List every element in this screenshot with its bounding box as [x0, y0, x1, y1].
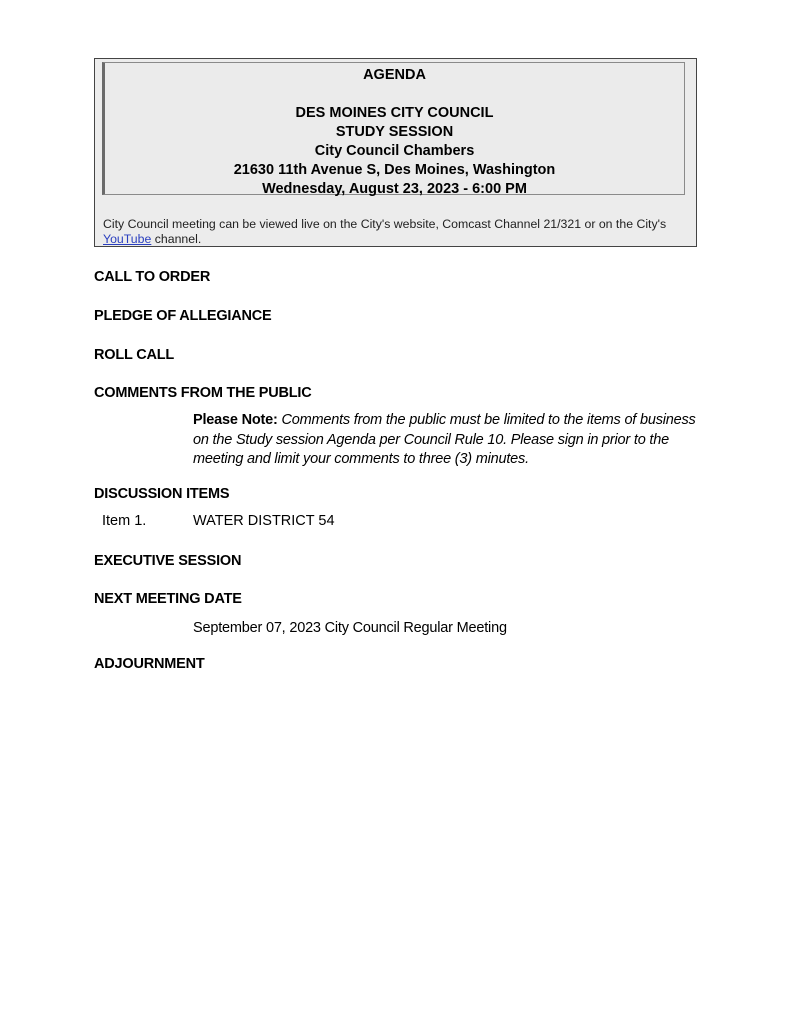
viewing-info-note — [103, 217, 683, 246]
meeting-address: 21630 11th Avenue S, Des Moines, Washington — [233, 162, 556, 178]
note-label: Please Note: — [193, 412, 278, 428]
section-discussion-items: DISCUSSION ITEMS — [94, 486, 230, 502]
public-comment-note — [193, 411, 703, 470]
note-text: Comments from the public must be limited to the items of business on the Study session Agenda per Council Rule 10. Please sign in prior to the meeting and limit your comments to three (3) minutes. — [193, 412, 696, 467]
section-call-to-order: CALL TO ORDER — [94, 269, 211, 285]
youtube-link[interactable]: YouTube — [103, 231, 152, 246]
section-next-meeting-date: NEXT MEETING DATE — [94, 591, 242, 607]
agenda-header-box — [94, 58, 697, 247]
section-comments-from-public: COMMENTS FROM THE PUBLIC — [94, 385, 312, 401]
discussion-item-number: Item 1. — [102, 513, 147, 529]
meeting-datetime: Wednesday, August 23, 2023 - 6:00 PM — [262, 181, 527, 197]
session-type: STUDY SESSION — [335, 124, 454, 140]
viewing-info-suffix: channel. — [151, 231, 202, 246]
viewing-info-text: City Council meeting can be viewed live on the City's website, Comcast Channel 21/321 or on the City's — [103, 217, 667, 231]
discussion-item-title: WATER DISTRICT 54 — [193, 513, 335, 529]
council-name: DES MOINES CITY COUNCIL — [295, 105, 494, 121]
section-roll-call: ROLL CALL — [94, 347, 175, 363]
next-meeting-text: September 07, 2023 City Council Regular Meeting — [193, 620, 507, 636]
meeting-venue: City Council Chambers — [314, 143, 475, 159]
section-pledge-of-allegiance: PLEDGE OF ALLEGIANCE — [94, 308, 272, 324]
section-adjournment: ADJOURNMENT — [94, 656, 205, 672]
section-executive-session: EXECUTIVE SESSION — [94, 553, 242, 569]
agenda-title: AGENDA — [363, 67, 426, 83]
agenda-header-title-block — [102, 62, 685, 195]
